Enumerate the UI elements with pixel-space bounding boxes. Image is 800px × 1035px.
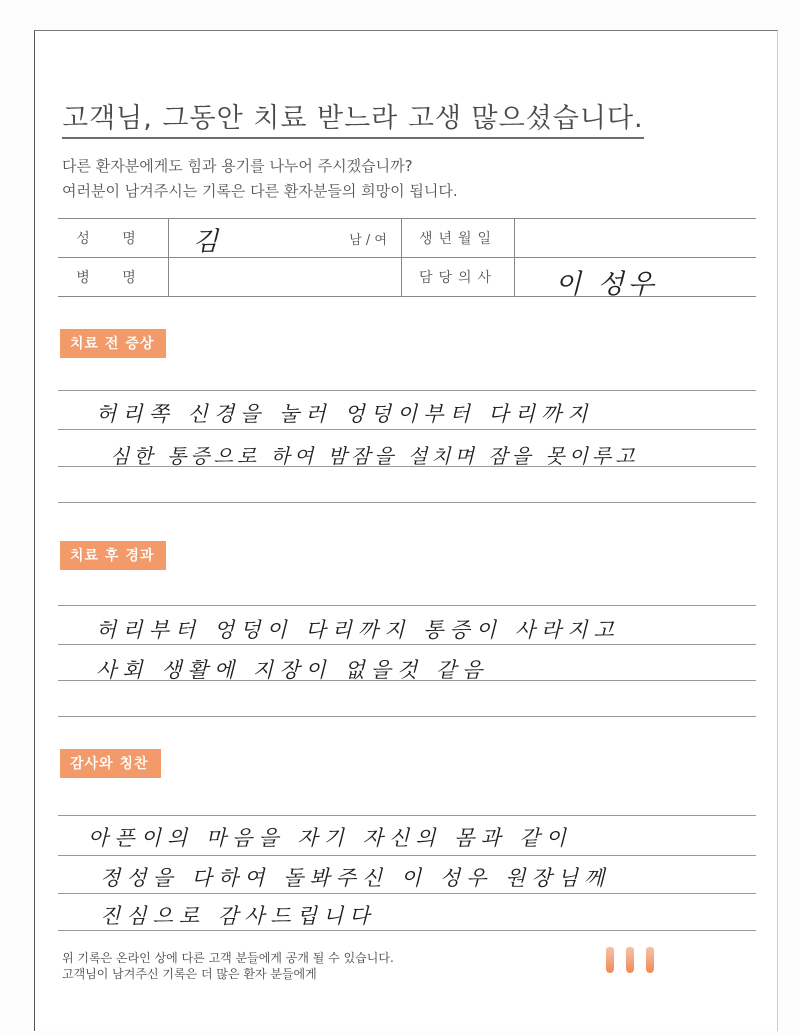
writing-rule: [58, 390, 756, 391]
footer-note: [62, 950, 394, 982]
writing-rule: [58, 644, 756, 645]
before-handwriting-line-2: 심한 통증으로 하여 밤잠을 설치며 잠을 못이루고: [110, 444, 639, 468]
after-handwriting-line-1: 허리부터 엉덩이 다리까지 통증이 사라지고: [96, 618, 620, 642]
writing-rule: [58, 716, 756, 717]
name-field[interactable]: [169, 219, 402, 258]
disease-field[interactable]: [169, 258, 402, 297]
info-row-1: [58, 219, 756, 258]
thanks-handwriting-line-1: 아픈이의 마음을 자기 자신의 몸과 같이: [88, 826, 572, 850]
thanks-badge: 감사와 칭찬: [60, 749, 161, 778]
writing-rule: [58, 605, 756, 606]
decorative-marks: [606, 947, 666, 977]
form-title: 고객님, 그동안 치료 받느라 고생 많으셨습니다.: [62, 96, 644, 139]
name-value: 김: [193, 227, 219, 257]
disease-label: 병 명: [58, 258, 169, 297]
intro-text: [62, 154, 458, 204]
doctor-value: 이 성우: [555, 269, 658, 300]
thanks-handwriting-line-2: 정성을 다하여 돌봐주신 이 성우 원장님께: [100, 866, 611, 890]
before-handwriting-line-1: 허리쪽 신경을 눌러 엉덩이부터 다리까지: [96, 402, 594, 426]
doctor-label: 담당의사: [402, 258, 515, 297]
footer-line-2: 고객님이 남겨주신 기록은 더 많은 환자 분들에게: [62, 967, 317, 981]
after-treatment-badge: 치료 후 경과: [60, 541, 166, 570]
gender-label: 남 / 여: [349, 233, 387, 248]
intro-line-1: 다른 환자분에게도 힘과 용기를 나누어 주시겠습니까?: [62, 157, 413, 175]
writing-rule: [58, 429, 756, 430]
info-row-2: [58, 258, 756, 297]
decorative-stroke-icon: [646, 947, 654, 973]
writing-rule: [58, 855, 756, 856]
writing-rule: [58, 930, 756, 931]
before-treatment-badge: 치료 전 증상: [60, 329, 166, 358]
patient-info-table: [58, 218, 756, 300]
decorative-stroke-icon: [606, 947, 614, 973]
footer-line-1: 위 기록은 온라인 상에 다른 고객 분들에게 공개 될 수 있습니다.: [62, 951, 394, 965]
decorative-stroke-icon: [626, 947, 634, 973]
writing-rule: [58, 502, 756, 503]
writing-rule: [58, 893, 756, 894]
intro-line-2: 여러분이 남겨주시는 기록은 다른 환자분들의 희망이 됩니다.: [62, 182, 458, 200]
birth-label: 생년월일: [402, 219, 515, 258]
after-handwriting-line-2: 사회 생활에 지장이 없을것 같음: [96, 658, 489, 682]
writing-rule: [58, 815, 756, 816]
birth-field[interactable]: [515, 219, 757, 258]
thanks-handwriting-line-3: 진심으로 감사드립니다: [100, 904, 376, 928]
name-label: 성 명: [58, 219, 169, 258]
doctor-field[interactable]: [515, 258, 757, 300]
